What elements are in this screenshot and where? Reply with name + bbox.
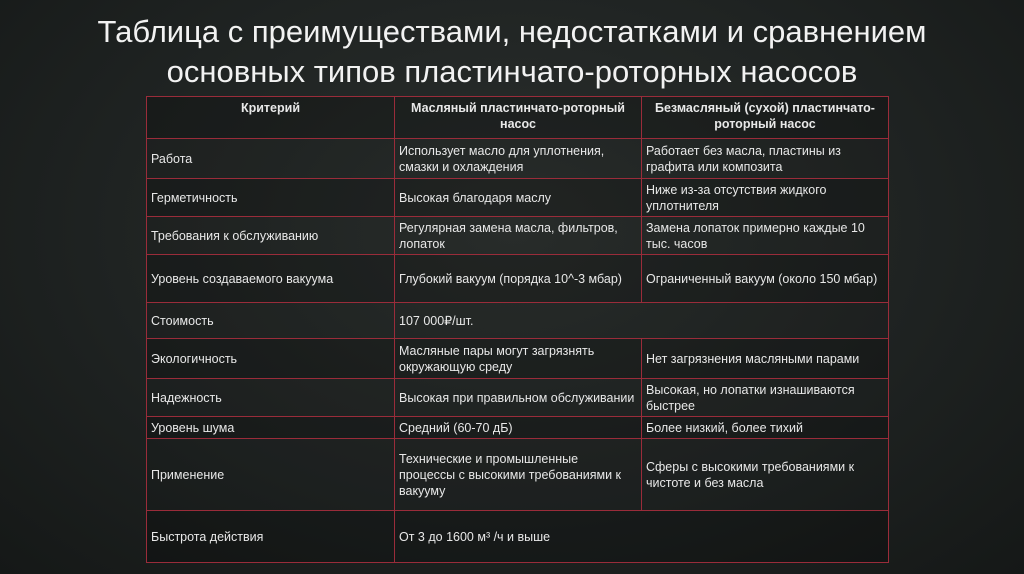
dry-pump-cell: Сферы с высокими требованиями к чистоте и без масла xyxy=(642,439,889,511)
table-row xyxy=(147,255,889,303)
table-header-row xyxy=(147,97,889,139)
oil-pump-cell: Высокая благодаря маслу xyxy=(395,179,642,217)
dry-pump-cell: Замена лопаток примерно каждые 10 тыс. часов xyxy=(642,217,889,255)
criterion-cell: Быстрота действия xyxy=(147,511,395,563)
criterion-cell: Работа xyxy=(147,139,395,179)
criterion-cell: Герметичность xyxy=(147,179,395,217)
dry-pump-cell: Ниже из-за отсутствия жидкого уплотнителя xyxy=(642,179,889,217)
criterion-cell: Требования к обслуживанию xyxy=(147,217,395,255)
dry-pump-cell: Работает без масла, пластины из графита или композита xyxy=(642,139,889,179)
criterion-cell: Применение xyxy=(147,439,395,511)
oil-pump-cell: Масляные пары могут загрязнять окружающую среду xyxy=(395,339,642,379)
table-row xyxy=(147,379,889,417)
table-row xyxy=(147,439,889,511)
dry-pump-cell: Высокая, но лопатки изнашиваются быстрее xyxy=(642,379,889,417)
table-row xyxy=(147,139,889,179)
criterion-cell: Стоимость xyxy=(147,303,395,339)
header-criterion: Критерий xyxy=(147,97,395,139)
oil-pump-cell: Технические и промышленные процессы с высокими требованиями к вакууму xyxy=(395,439,642,511)
slide-title xyxy=(0,12,1024,92)
oil-pump-cell: Средний (60-70 дБ) xyxy=(395,417,642,439)
speed-merged-cell: От 3 до 1600 м³ /ч и выше xyxy=(395,511,889,563)
table-row xyxy=(147,179,889,217)
comparison-table xyxy=(146,96,889,563)
table-row xyxy=(147,217,889,255)
criterion-cell: Уровень шума xyxy=(147,417,395,439)
table-row xyxy=(147,303,889,339)
price-merged-cell: 107 000₽/шт. xyxy=(395,303,889,339)
dry-pump-cell: Ограниченный вакуум (около 150 мбар) xyxy=(642,255,889,303)
oil-pump-cell: Глубокий вакуум (порядка 10^-3 мбар) xyxy=(395,255,642,303)
dry-pump-cell: Более низкий, более тихий xyxy=(642,417,889,439)
criterion-cell: Экологичность xyxy=(147,339,395,379)
oil-pump-cell: Использует масло для уплотнения, смазки и охлаждения xyxy=(395,139,642,179)
header-dry-pump: Безмасляный (сухой) пластинчато-роторный насос xyxy=(642,97,889,139)
slide-title-line-2: основных типов пластинчато-роторных насосов xyxy=(166,54,858,89)
criterion-cell: Надежность xyxy=(147,379,395,417)
slide-title-line-1: Таблица с преимуществами, недостатками и сравнением xyxy=(97,14,927,49)
table-row xyxy=(147,511,889,563)
table-row xyxy=(147,339,889,379)
header-oil-pump: Масляный пластинчато-роторный насос xyxy=(395,97,642,139)
criterion-cell: Уровень создаваемого вакуума xyxy=(147,255,395,303)
table-row xyxy=(147,417,889,439)
oil-pump-cell: Регулярная замена масла, фильтров, лопаток xyxy=(395,217,642,255)
oil-pump-cell: Высокая при правильном обслуживании xyxy=(395,379,642,417)
dry-pump-cell: Нет загрязнения масляными парами xyxy=(642,339,889,379)
